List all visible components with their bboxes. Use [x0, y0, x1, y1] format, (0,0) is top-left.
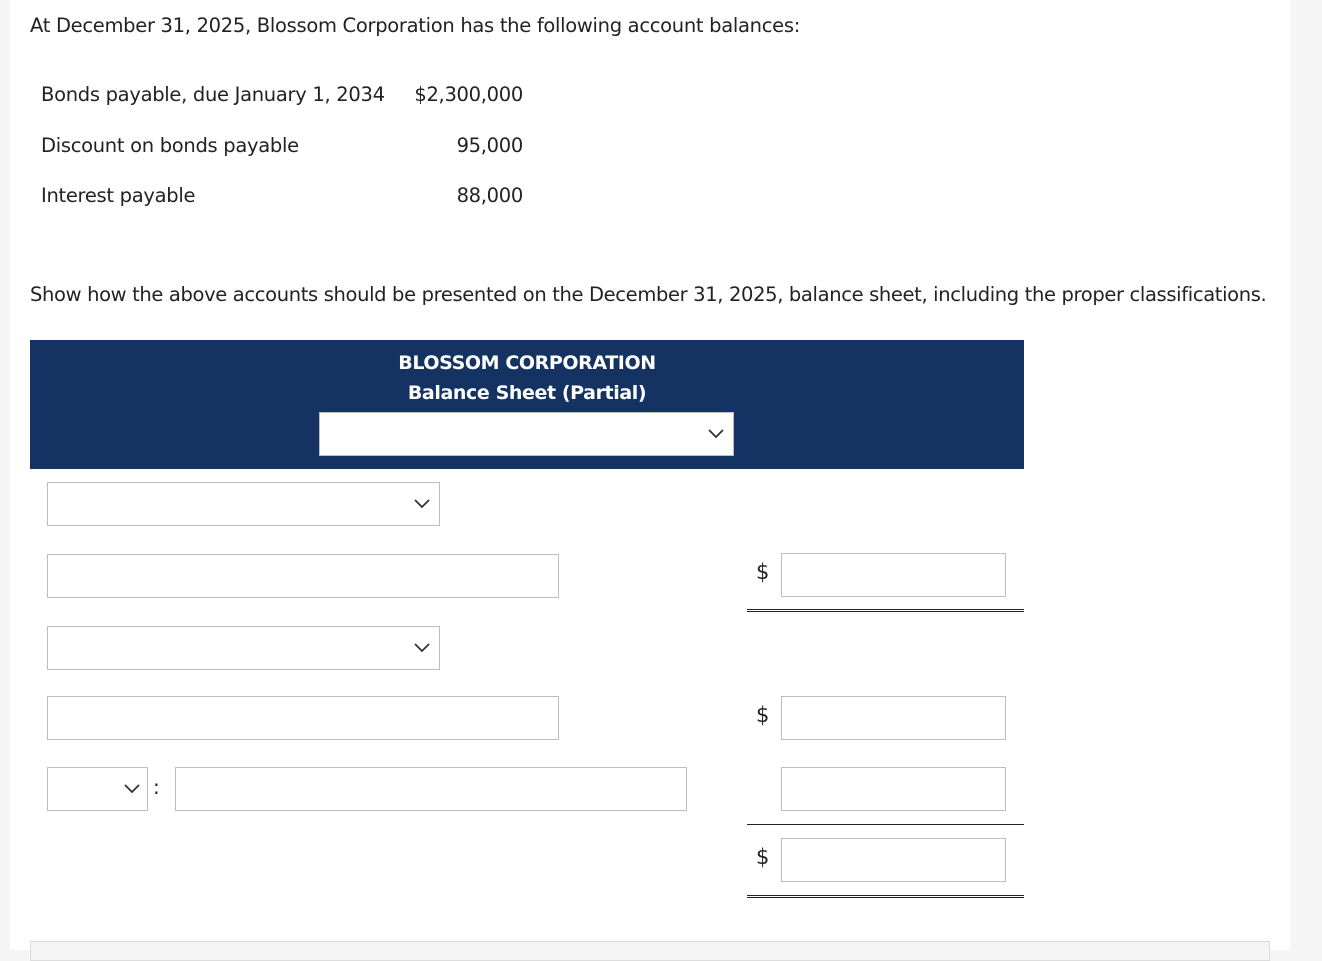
account-label-interest-payable: Interest payable [41, 184, 196, 207]
problem-instructions: Show how the above accounts should be presented on the December 31, 2025, balance sheet, including the proper classifications. [30, 283, 1267, 306]
chevron-down-icon [413, 642, 431, 654]
amount-input-2[interactable] [781, 696, 1006, 740]
account-label-bonds-payable: Bonds payable, due January 1, 2034 [41, 83, 385, 106]
double-underline [747, 895, 1024, 898]
statement-title: Balance Sheet (Partial) [407, 382, 647, 404]
company-name: BLOSSOM CORPORATION [398, 352, 656, 374]
amount-input-3[interactable] [781, 767, 1006, 811]
problem-intro: At December 31, 2025, Blossom Corporation has the following account balances: [30, 14, 800, 37]
account-value-bonds-payable: $2,300,000 [414, 83, 523, 106]
account-input-1[interactable] [47, 554, 559, 598]
colon-separator: : [153, 775, 160, 799]
date-select[interactable] [319, 412, 734, 456]
currency-symbol: $ [756, 845, 770, 869]
chevron-down-icon [123, 783, 141, 795]
single-underline [747, 824, 1024, 825]
statement-header [30, 340, 1024, 469]
double-underline [747, 609, 1024, 612]
account-value-discount: 95,000 [456, 134, 523, 157]
account-input-2[interactable] [47, 696, 559, 740]
chevron-down-icon [707, 428, 725, 440]
chevron-down-icon [413, 498, 431, 510]
account-input-3[interactable] [175, 767, 687, 811]
account-value-interest-payable: 88,000 [456, 184, 523, 207]
next-panel [30, 941, 1270, 961]
amount-input-1[interactable] [781, 553, 1006, 597]
total-amount-input[interactable] [781, 838, 1006, 882]
modifier-select[interactable] [47, 767, 148, 811]
classification-select-2[interactable] [47, 626, 440, 670]
currency-symbol: $ [756, 703, 770, 727]
classification-select-1[interactable] [47, 482, 440, 526]
currency-symbol: $ [756, 560, 770, 584]
account-label-discount: Discount on bonds payable [41, 134, 299, 157]
